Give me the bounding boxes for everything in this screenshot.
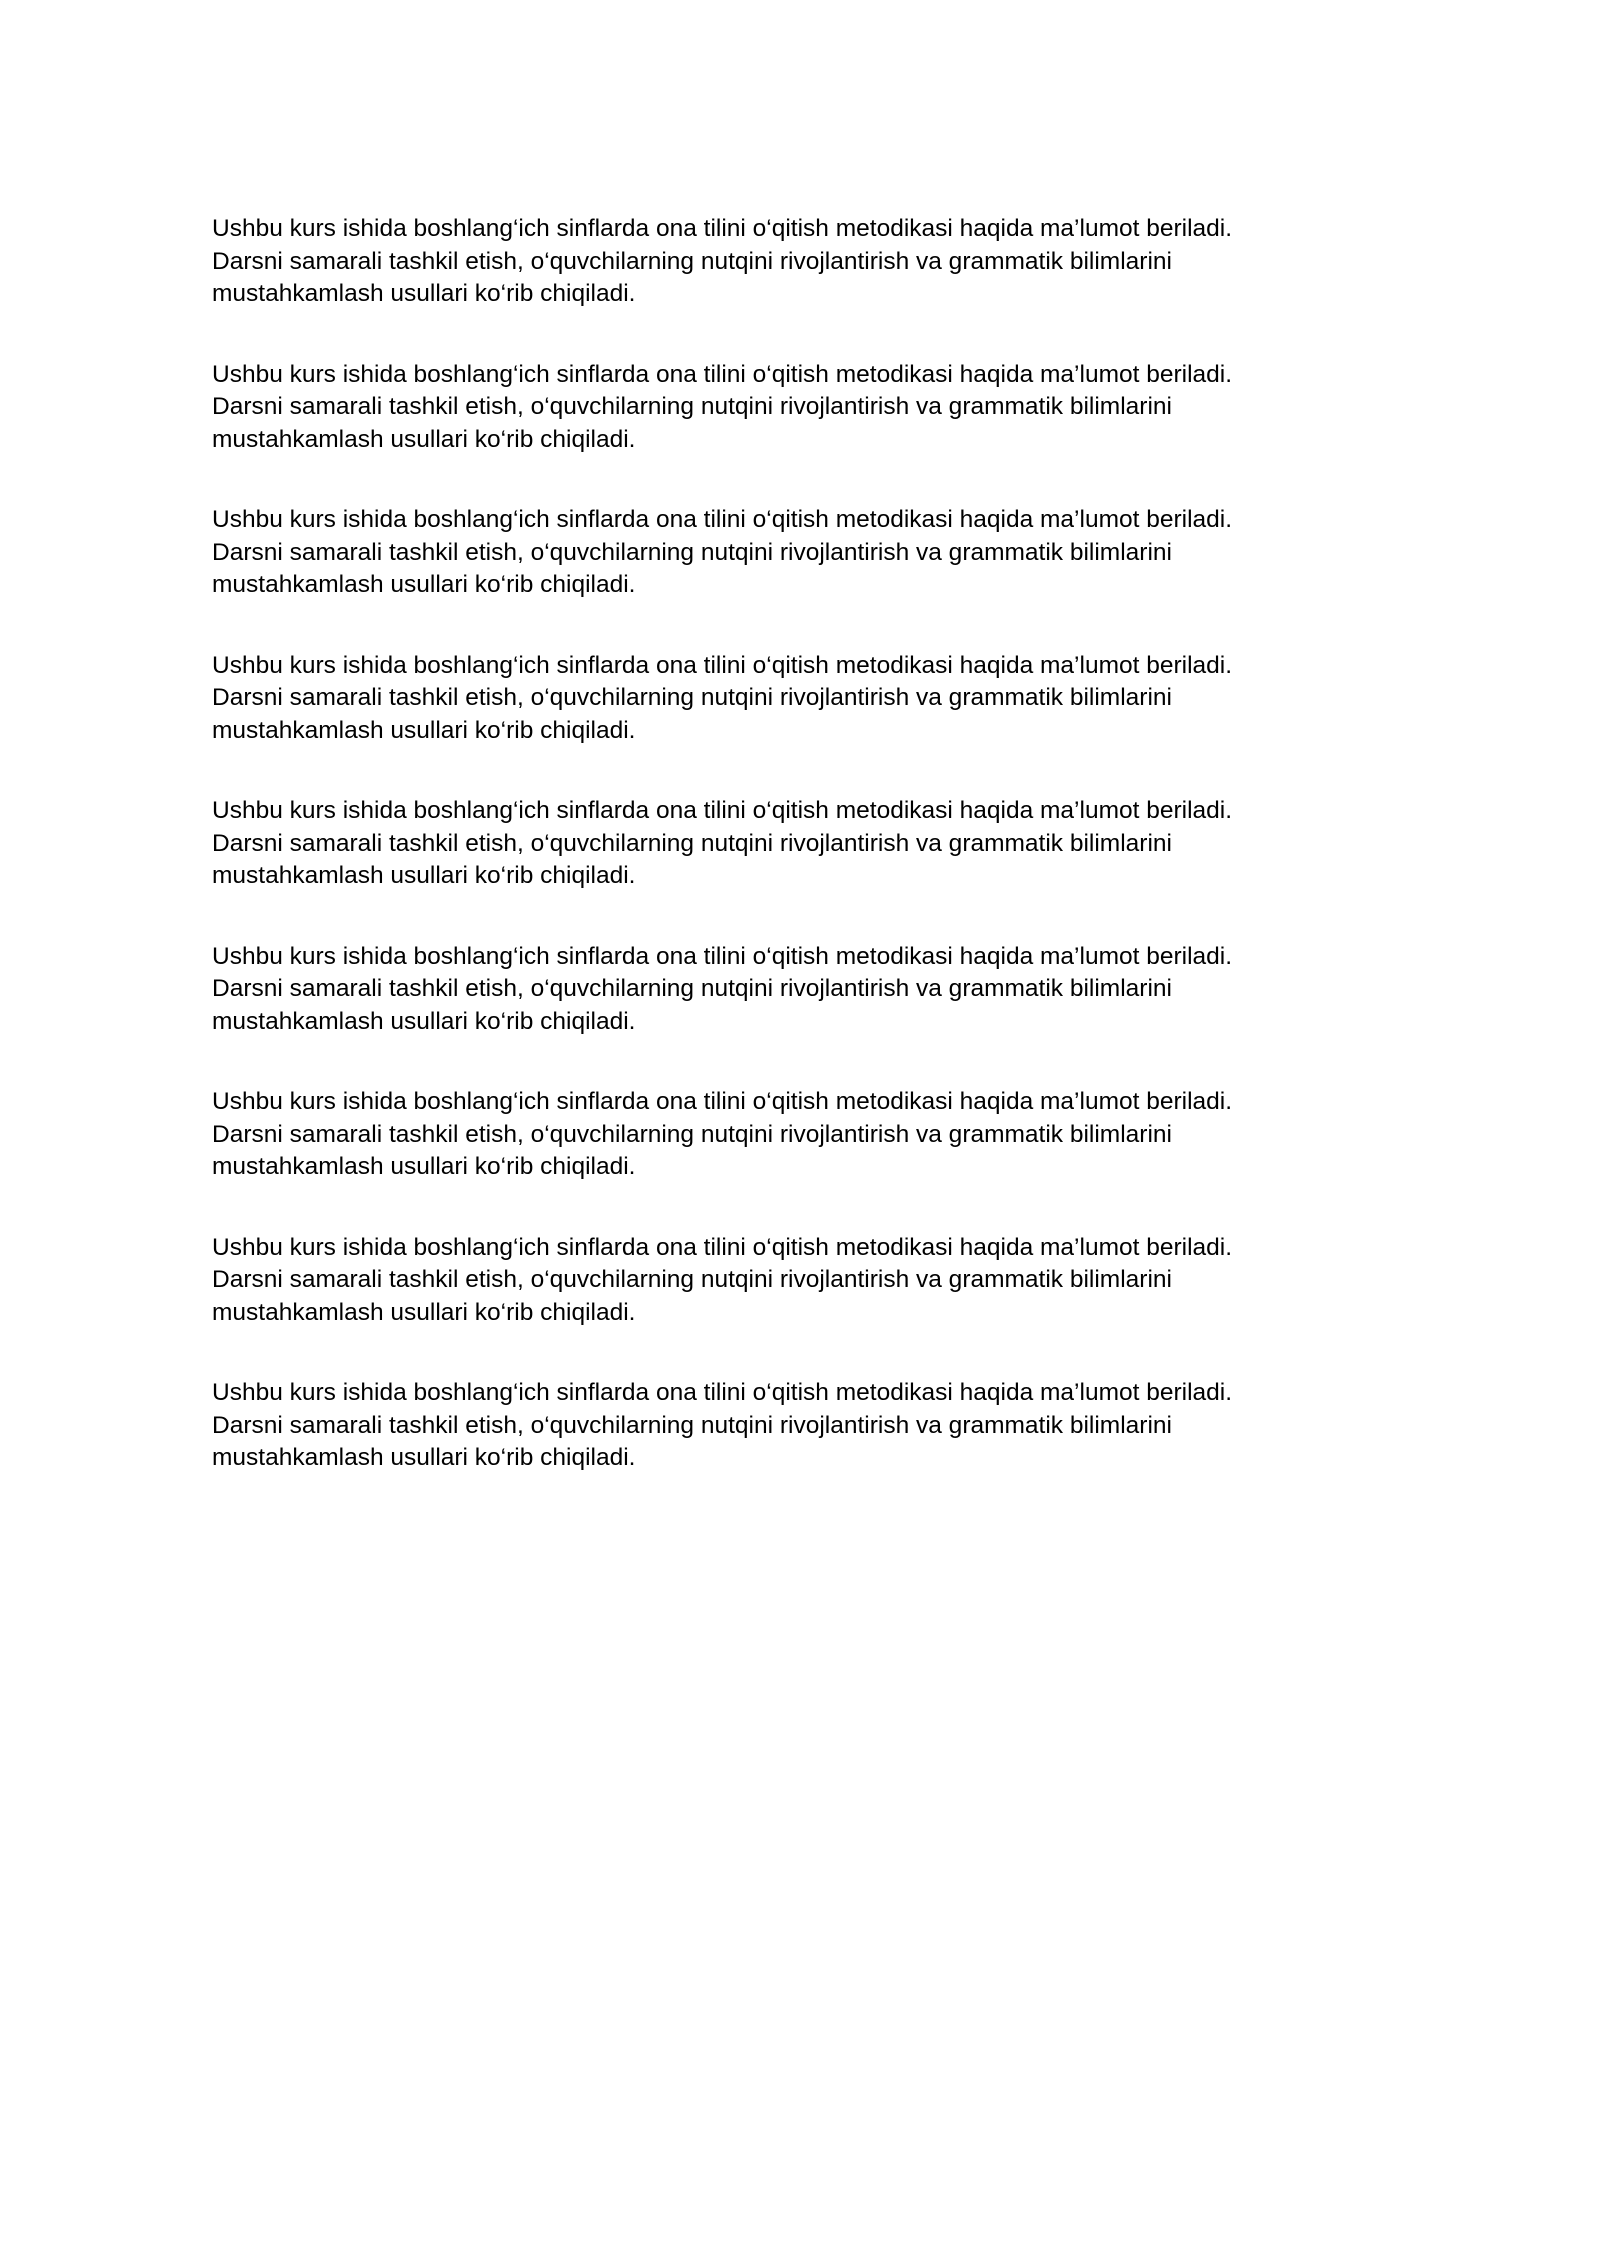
paragraph-line: Darsni samarali tashkil etish, o‘quvchilarning nutqini rivojlantirish va grammatik bilimlarini	[212, 393, 1172, 420]
paragraph-line: mustahkamlash usullari ko‘rib chiqiladi.	[212, 862, 636, 889]
paragraph-line: Ushbu kurs ishida boshlang‘ich sinflarda ona tilini o‘qitish metodikasi haqida ma’lumot beriladi.	[212, 1233, 1233, 1261]
paragraph-line: Darsni samarali tashkil etish, o‘quvchilarning nutqini rivojlantirish va grammatik bilimlarini	[212, 1411, 1172, 1439]
paragraph-line: Ushbu kurs ishida boshlang‘ich sinflarda ona tilini o‘qitish metodikasi haqida ma’lumot beriladi.	[212, 1379, 1233, 1406]
document-body	[212, 213, 1412, 1523]
paragraph-line: Ushbu kurs ishida boshlang‘ich sinflarda ona tilini o‘qitish metodikasi haqida ma’lumot beriladi.	[212, 942, 1233, 970]
paragraph-line: mustahkamlash usullari ko‘rib chiqiladi.	[212, 1007, 636, 1035]
paragraph	[212, 650, 1412, 748]
paragraph-line: Darsni samarali tashkil etish, o‘quvchilarning nutqini rivojlantirish va grammatik bilimlarini	[212, 247, 1172, 275]
paragraph-line: Ushbu kurs ishida boshlang‘ich sinflarda ona tilini o‘qitish metodikasi haqida ma’lumot beriladi.	[212, 360, 1233, 388]
paragraph	[212, 1377, 1412, 1475]
paragraph-line: mustahkamlash usullari ko‘rib chiqiladi.	[212, 280, 636, 307]
paragraph	[212, 213, 1412, 311]
paragraph-line: Darsni samarali tashkil etish, o‘quvchilarning nutqini rivojlantirish va grammatik bilimlarini	[212, 538, 1172, 566]
paragraph-line: Darsni samarali tashkil etish, o‘quvchilarning nutqini rivojlantirish va grammatik bilimlarini	[212, 684, 1172, 711]
paragraph-line: mustahkamlash usullari ko‘rib chiqiladi.	[212, 571, 636, 598]
paragraph-line: mustahkamlash usullari ko‘rib chiqiladi.	[212, 1153, 636, 1180]
paragraph-line: Darsni samarali tashkil etish, o‘quvchilarning nutqini rivojlantirish va grammatik bilimlarini	[212, 829, 1172, 857]
paragraph-line: Darsni samarali tashkil etish, o‘quvchilarning nutqini rivojlantirish va grammatik bilimlarini	[212, 1120, 1172, 1148]
paragraph	[212, 795, 1412, 893]
paragraph-line: Darsni samarali tashkil etish, o‘quvchilarning nutqini rivojlantirish va grammatik bilimlarini	[212, 1266, 1172, 1293]
paragraph-line: mustahkamlash usullari ko‘rib chiqiladi.	[212, 1298, 636, 1326]
paragraph	[212, 1086, 1412, 1184]
paragraph-line: mustahkamlash usullari ko‘rib chiqiladi.	[212, 425, 636, 453]
paragraph-line: Ushbu kurs ishida boshlang‘ich sinflarda ona tilini o‘qitish metodikasi haqida ma’lumot beriladi.	[212, 506, 1233, 533]
paragraph-line: Ushbu kurs ishida boshlang‘ich sinflarda ona tilini o‘qitish metodikasi haqida ma’lumot beriladi.	[212, 651, 1233, 679]
paragraph	[212, 504, 1412, 602]
paragraph	[212, 359, 1412, 457]
paragraph	[212, 941, 1412, 1039]
paragraph	[212, 1232, 1412, 1330]
paragraph-line: Ushbu kurs ishida boshlang‘ich sinflarda ona tilini o‘qitish metodikasi haqida ma’lumot beriladi.	[212, 797, 1233, 824]
paragraph-line: mustahkamlash usullari ko‘rib chiqiladi.	[212, 716, 636, 744]
paragraph-line: Ushbu kurs ishida boshlang‘ich sinflarda ona tilini o‘qitish metodikasi haqida ma’lumot beriladi.	[212, 215, 1233, 242]
paragraph-line: Darsni samarali tashkil etish, o‘quvchilarning nutqini rivojlantirish va grammatik bilimlarini	[212, 975, 1172, 1002]
paragraph-line: mustahkamlash usullari ko‘rib chiqiladi.	[212, 1444, 636, 1471]
paragraph-line: Ushbu kurs ishida boshlang‘ich sinflarda ona tilini o‘qitish metodikasi haqida ma’lumot beriladi.	[212, 1088, 1233, 1115]
